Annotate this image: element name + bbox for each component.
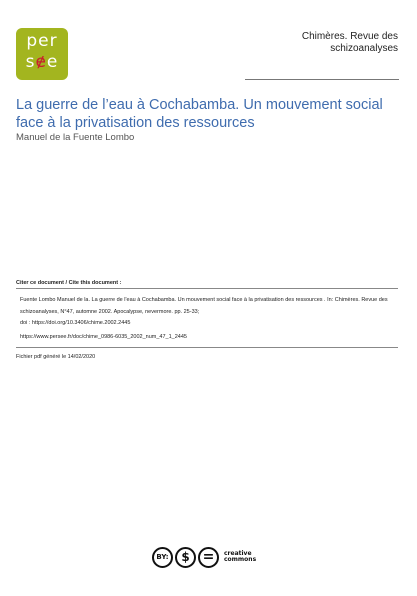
citation-heading: Citer ce document / Cite this document :	[16, 280, 122, 286]
logo-accent-letter: ɇ	[35, 52, 47, 72]
citation-top-divider	[16, 288, 398, 289]
citation-text: Fuente Lombo Manuel de la. La guerre de l'eau à Cochabamba. Un mouvement social face à la privatisation des ressources . In: Chimères. Revue des schizoanalyses, N°47, automne 2002. Apocalypse, nevermore. pp. 25-33;	[20, 297, 388, 315]
logo-text-bottom: sɇe	[25, 52, 59, 72]
article-title[interactable]: La guerre de l’eau à Cochabamba. Un mouvement social face à la privatisation des ressources	[16, 97, 383, 131]
cc-noderivatives-icon: =	[198, 547, 219, 568]
citation-url[interactable]: https://www.persee.fr/doc/chime_0986-6035_2002_num_47_1_2445	[20, 334, 187, 340]
generated-date: Fichier pdf généré le 14/02/2020	[16, 354, 96, 360]
journal-name[interactable]: Chimères. Revue des schizoanalyses	[301, 31, 398, 54]
cc-by-icon: BY:	[152, 547, 173, 568]
citation-bottom-divider	[16, 347, 398, 348]
journal-divider	[245, 79, 399, 80]
article-author[interactable]: Manuel de la Fuente Lombo	[16, 132, 135, 143]
persee-logo[interactable]	[16, 28, 68, 80]
cc-noncommercial-icon: $	[175, 547, 196, 568]
citation-doi[interactable]: doi : https://doi.org/10.3406/chime.2002.2445	[20, 320, 131, 326]
creative-commons-license[interactable]	[152, 545, 256, 569]
cc-label: creative commons	[224, 550, 257, 563]
logo-text-top: per	[26, 31, 58, 51]
